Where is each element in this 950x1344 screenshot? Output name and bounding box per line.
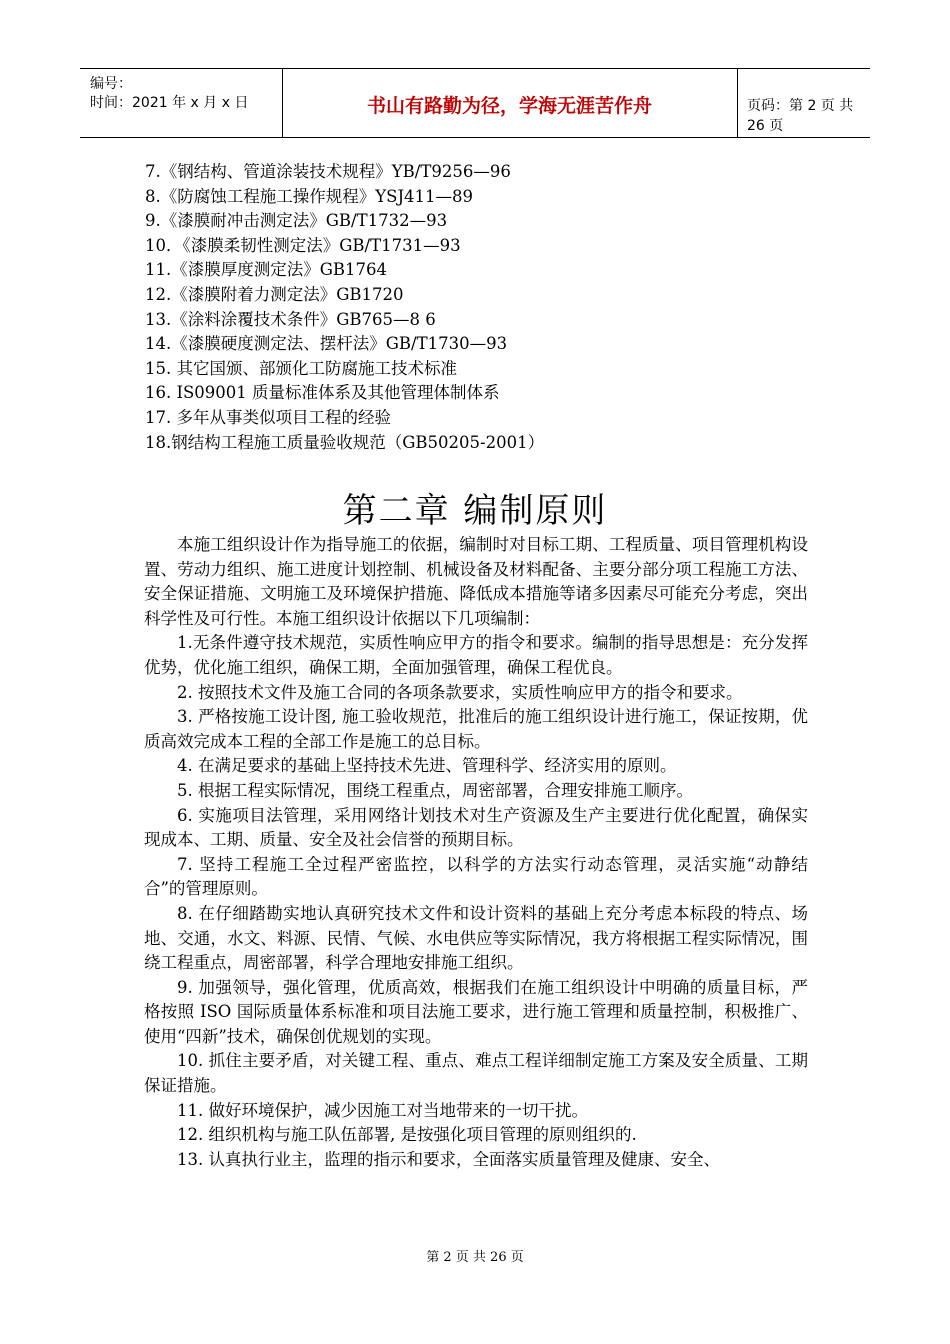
body-paragraph: 本施工组织设计作为指导施工的依据，编制时对目标工期、工程质量、项目管理机构设置、劳动力组织、施工进度计划控制、机械设备及材料配备、主要分部分项工程施工方法、安全保证措施、文明施工及环境保护措施、降低成本措施等诸多因素尽可能充分考虑，突出科学性及可行性。本施工组织设计依据以下几项编制：	[144, 535, 808, 628]
reference-item: 16. IS09001 质量标准体系及其他管理体制体系	[145, 383, 500, 403]
document-number-label: 编号：	[90, 76, 132, 92]
reference-item: 10．《漆膜柔韧性测定法》GB/T1731—93	[145, 235, 461, 255]
header-motto: 书山有路勤为径，学海无涯苦作舟	[366, 95, 652, 117]
reference-item: 18.钢结构工程施工质量验收规范（GB50205-2001）	[145, 432, 545, 452]
body-paragraph: 10. 抓住主要矛盾，对关键工程、重点、难点工程详细制定施工方案及安全质量、工期保证措施。	[144, 1051, 808, 1096]
body-paragraph: 4. 在满足要求的基础上坚持技术先进、管理科学、经济实用的原则。	[177, 756, 677, 776]
body-paragraph: 8. 在仔细踏勘实地认真研究技术文件和设计资料的基础上充分考虑本标段的特点、场地、交通，水文、料源、民情、气候、水电供应等实际情况，我方将根据工程实际情况，围绕工程重点，周密部署，科学合理地安排施工组织。	[144, 903, 808, 973]
page-header	[80, 68, 870, 138]
reference-item: 15. 其它国颁、部颁化工防腐施工技术标准	[145, 358, 457, 378]
body-paragraph: 11. 做好环境保护，减少因施工对当地带来的一切干扰。	[177, 1100, 588, 1120]
reference-item: 17. 多年从事类似项目工程的经验	[145, 407, 391, 427]
chapter-title: 第二章 编制原则	[342, 491, 608, 531]
body-paragraph: 13. 认真执行业主，监理的指示和要求，全面落实质量管理及健康、安全、	[177, 1149, 720, 1169]
reference-item: 13.《涂料涂覆技术条件》GB765—8 6	[145, 309, 436, 329]
body-paragraph: 12. 组织机构与施工队伍部署, 是按强化项目管理的原则组织的.	[177, 1125, 637, 1145]
header-meta-cell	[80, 69, 283, 137]
reference-item: 7.《钢结构、管道涂装技术规程》YB/T9256—96	[145, 162, 511, 181]
body-paragraph: 9. 加强领导，强化管理，优质高效，根据我们在施工组织设计中明确的质量目标，严格按照 ISO 国际质量体系标准和项目法施工要求，进行施工管理和质量控制，积极推广、使用“四新”技术，确保创优规划的实现。	[144, 977, 808, 1046]
header-page-info: 页码：第 2 页 共 26 页	[747, 98, 854, 134]
reference-item: 9.《漆膜耐冲击测定法》GB/T1732—93	[145, 211, 448, 231]
body-paragraph: 7. 坚持工程施工全过程严密监控，以科学的方法实行动态管理，灵活实施“动静结合”的管理原则。	[144, 854, 808, 899]
body-paragraph: 2. 按照技术文件及施工合同的各项条款要求，实质性响应甲方的指令和要求。	[177, 682, 743, 702]
body-paragraph: 1.无条件遵守技术规范，实质性响应甲方的指令和要求。编制的指导思想是：充分发挥优势，优化施工组织，确保工期，全面加强管理，确保工程优良。	[144, 633, 808, 677]
document-date-label: 时间：2021 年 x 月 x 日	[90, 95, 249, 111]
body-paragraph: 5. 根据工程实际情况，围绕工程重点，周密部署，合理安排施工顺序。	[177, 780, 693, 800]
header-motto-cell	[282, 69, 738, 137]
page-footer: 第 2 页 共 26 页	[426, 1250, 524, 1265]
reference-item: 11.《漆膜厚度测定法》GB1764	[145, 260, 388, 280]
body-paragraph: 3. 严格按施工设计图, 施工验收规范，批准后的施工组织设计进行施工，保证按期，优质高效完成本工程的全部工作是施工的总目标。	[144, 707, 808, 751]
reference-item: 14.《漆膜硬度测定法、摆杆法》GB/T1730—93	[145, 334, 508, 354]
reference-item: 12.《漆膜附着力测定法》GB1720	[145, 284, 404, 304]
body-paragraph: 6. 实施项目法管理，采用网络计划技术对生产资源及生产主要进行优化配置，确保实现成本、工期、质量、安全及社会信誉的预期目标。	[144, 805, 808, 850]
reference-list	[145, 160, 544, 455]
chapter-body	[144, 533, 808, 1172]
header-page-cell	[737, 69, 870, 137]
reference-item: 8.《防腐蚀工程施工操作规程》YSJ411—89	[145, 186, 474, 206]
